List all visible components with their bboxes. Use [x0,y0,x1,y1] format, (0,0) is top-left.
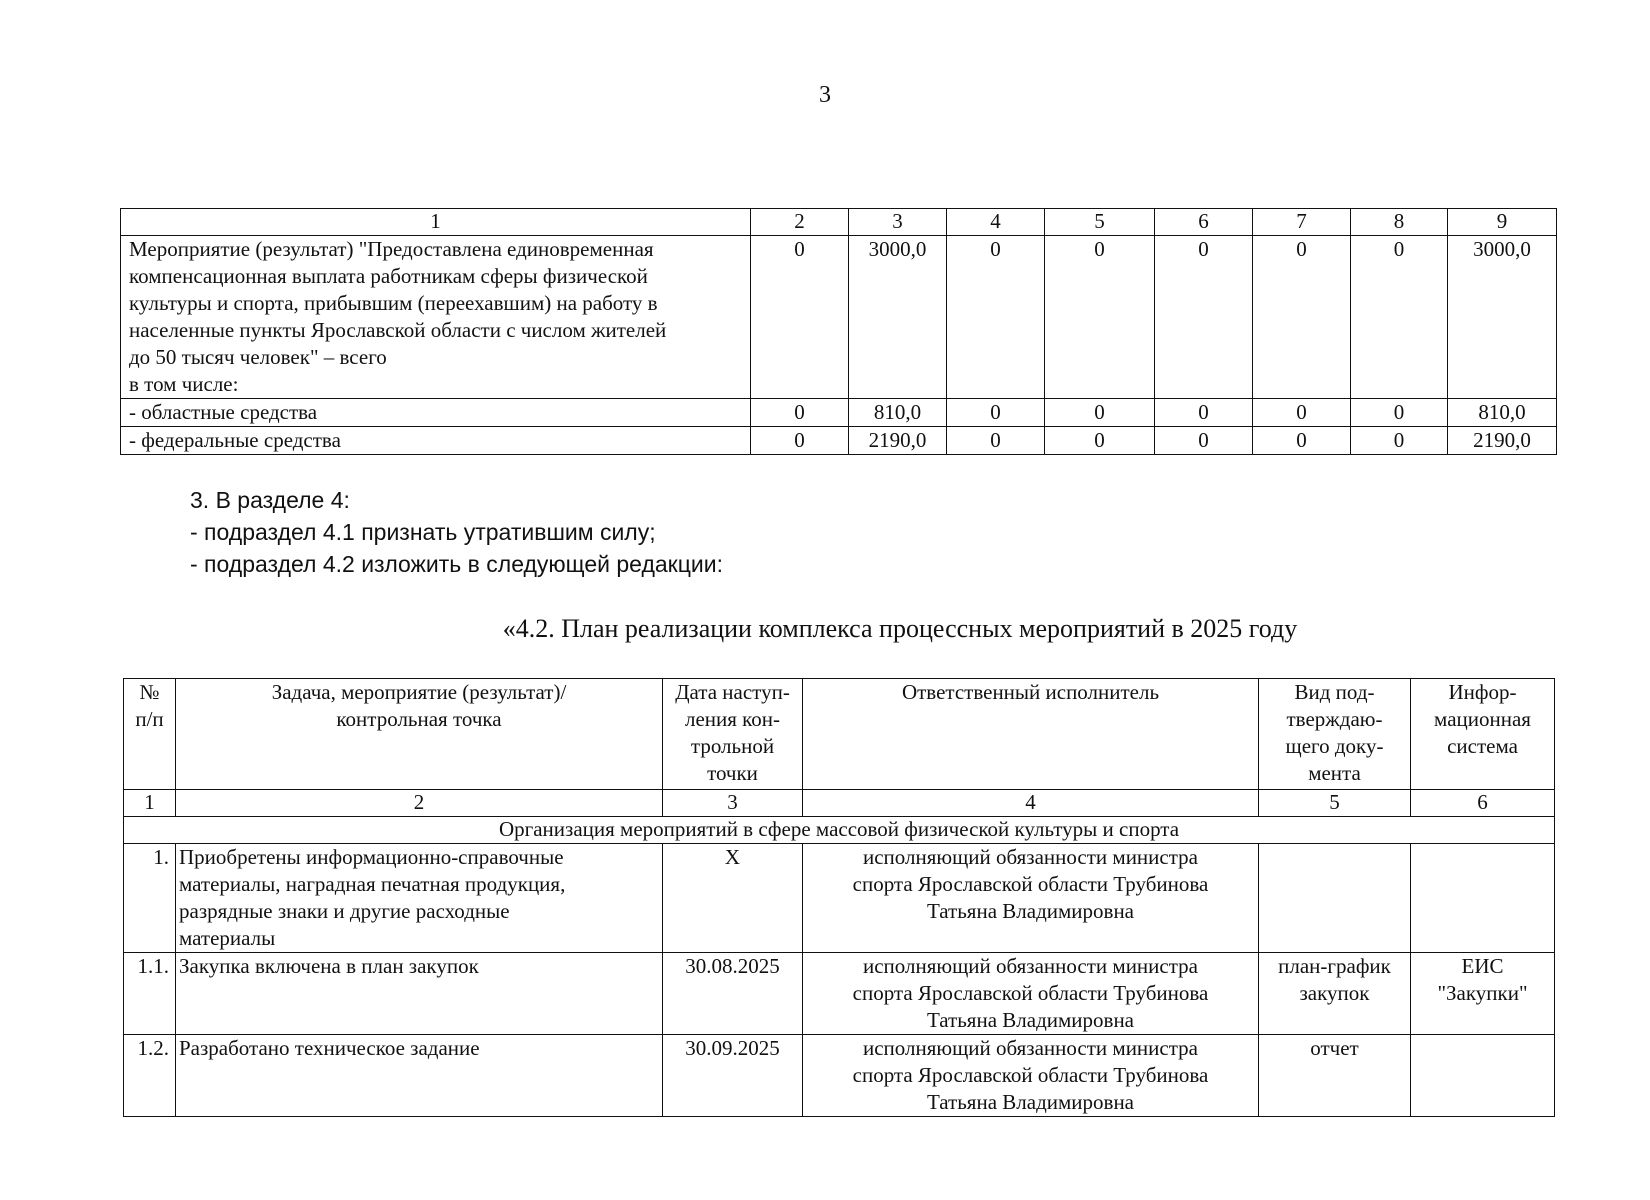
task-line: материалы [179,926,276,950]
table-row [124,953,1555,1035]
task-line: Разработано техническое задание [179,1036,480,1060]
column-number: 7 [1253,209,1351,236]
header-info-system [1411,679,1555,790]
financing-table [120,208,1557,455]
description-line: Мероприятие (результат) "Предоставлена единовременная [129,237,654,261]
header-line: п/п [135,707,164,731]
section-title: Организация мероприятий в сфере массовой физической культуры и спорта [124,817,1555,844]
header-line: мента [1308,761,1361,785]
value-cell: 0 [751,427,849,455]
description-line: до 50 тысяч человек" – всего [129,345,387,369]
table-row [124,1035,1555,1117]
value-cell: 3000,0 [849,236,947,399]
column-index: 6 [1411,790,1555,817]
task-line: Закупка включена в план закупок [179,954,479,978]
column-index: 5 [1259,790,1411,817]
row-number: 1.1. [124,953,176,1035]
row-number: 1.2. [124,1035,176,1117]
amendment-line: - подраздел 4.1 признать утратившим силу; [190,519,656,545]
document-cell [1259,953,1411,1035]
document-line: план-график [1278,954,1391,978]
financing-header-row [121,209,1557,236]
amendment-text [190,484,723,580]
value-cell: 0 [947,236,1045,399]
responsible-line: исполняющий обязанности министра [863,954,1198,978]
value-cell: 0 [1045,236,1155,399]
task-cell [176,953,663,1035]
financing-row-federal [121,427,1557,455]
header-line: контрольная точка [336,707,502,731]
header-line: щего доку- [1285,734,1384,758]
column-number: 6 [1155,209,1253,236]
header-task [176,679,663,790]
responsible-cell [803,844,1259,953]
date-cell: 30.09.2025 [663,1035,803,1117]
header-line: Инфор- [1448,680,1517,704]
value-cell: 0 [1253,427,1351,455]
section-heading: «4.2. План реализации комплекса процессных мероприятий в 2025 году [502,614,1298,643]
header-document [1259,679,1411,790]
info-system-cell [1411,953,1555,1035]
value-cell: 0 [751,236,849,399]
info-system-line: "Закупки" [1437,981,1528,1005]
funding-source-label: - федеральные средства [121,427,751,455]
plan-index-row [124,790,1555,817]
task-cell [176,1035,663,1117]
responsible-line: спорта Ярославской области Трубинова [852,981,1209,1005]
header-line: Дата наступ- [675,680,790,704]
responsible-line: Татьяна Владимировна [926,899,1135,923]
value-cell: 0 [1253,236,1351,399]
page-number: 3 [819,82,831,108]
row-number: 1. [124,844,176,953]
value-cell: 810,0 [1448,399,1557,427]
value-cell: 0 [947,399,1045,427]
column-number: 4 [947,209,1045,236]
date-cell: Х [663,844,803,953]
value-cell: 810,0 [849,399,947,427]
measure-description [121,236,751,399]
date-cell: 30.08.2025 [663,953,803,1035]
info-system-cell [1411,1035,1555,1117]
column-number: 9 [1448,209,1557,236]
header-line: тверждаю- [1286,707,1383,731]
value-cell: 0 [1155,236,1253,399]
header-number [124,679,176,790]
value-cell: 0 [1045,399,1155,427]
column-index: 3 [663,790,803,817]
value-cell: 0 [1155,427,1253,455]
column-index: 4 [803,790,1259,817]
amendment-line: - подраздел 4.2 изложить в следующей редакции: [190,551,723,577]
responsible-line: спорта Ярославской области Трубинова [852,872,1209,896]
header-line: Вид под- [1294,680,1375,704]
description-line: культуры и спорта, прибывшим (переехавшим) на работу в [129,291,658,315]
header-responsible [803,679,1259,790]
task-cell [176,844,663,953]
description-line: компенсационная выплата работникам сферы физической [129,264,648,288]
column-number: 2 [751,209,849,236]
responsible-cell [803,953,1259,1035]
header-line: мационная [1434,707,1531,731]
financing-row-regional [121,399,1557,427]
task-line: Приобретены информационно-справочные [179,845,564,869]
task-line: разрядные знаки и другие расходные [179,899,510,923]
column-index: 2 [176,790,663,817]
value-cell: 0 [1351,236,1448,399]
value-cell: 3000,0 [1448,236,1557,399]
value-cell: 0 [1253,399,1351,427]
description-line: населенные пункты Ярославской области с числом жителей [129,318,667,342]
column-number: 8 [1351,209,1448,236]
value-cell: 2190,0 [849,427,947,455]
value-cell: 0 [1351,427,1448,455]
value-cell: 0 [947,427,1045,455]
column-index: 1 [124,790,176,817]
header-line: № [139,680,160,704]
value-cell: 0 [751,399,849,427]
header-date [663,679,803,790]
header-line: точки [707,761,758,785]
header-line: Задача, мероприятие (результат)/ [271,680,567,704]
value-cell: 0 [1045,427,1155,455]
document-cell [1259,844,1411,953]
responsible-cell [803,1035,1259,1117]
header-line: трольной [690,734,775,758]
header-line: система [1447,734,1518,758]
plan-header-row [124,679,1555,790]
responsible-line: спорта Ярославской области Трубинова [852,1063,1209,1087]
task-line: материалы, наградная печатная продукция, [179,872,566,896]
plan-section-row [124,817,1555,844]
description-line: в том числе: [129,372,239,396]
header-line: Ответственный исполнитель [901,680,1160,704]
column-number: 5 [1045,209,1155,236]
responsible-line: исполняющий обязанности министра [863,1036,1198,1060]
responsible-line: исполняющий обязанности министра [863,845,1198,869]
info-system-line: ЕИС [1461,954,1504,978]
financing-row-total [121,236,1557,399]
amendment-line: 3. В разделе 4: [190,487,350,513]
responsible-line: Татьяна Владимировна [926,1008,1135,1032]
value-cell: 0 [1351,399,1448,427]
column-number: 1 [121,209,751,236]
responsible-line: Татьяна Владимировна [926,1090,1135,1114]
info-system-cell [1411,844,1555,953]
column-number: 3 [849,209,947,236]
funding-source-label: - областные средства [121,399,751,427]
value-cell: 0 [1155,399,1253,427]
table-row [124,844,1555,953]
plan-table [123,678,1555,1117]
document-line: закупок [1299,981,1370,1005]
header-line: ления кон- [684,707,781,731]
document-cell: отчет [1259,1035,1411,1117]
value-cell: 2190,0 [1448,427,1557,455]
